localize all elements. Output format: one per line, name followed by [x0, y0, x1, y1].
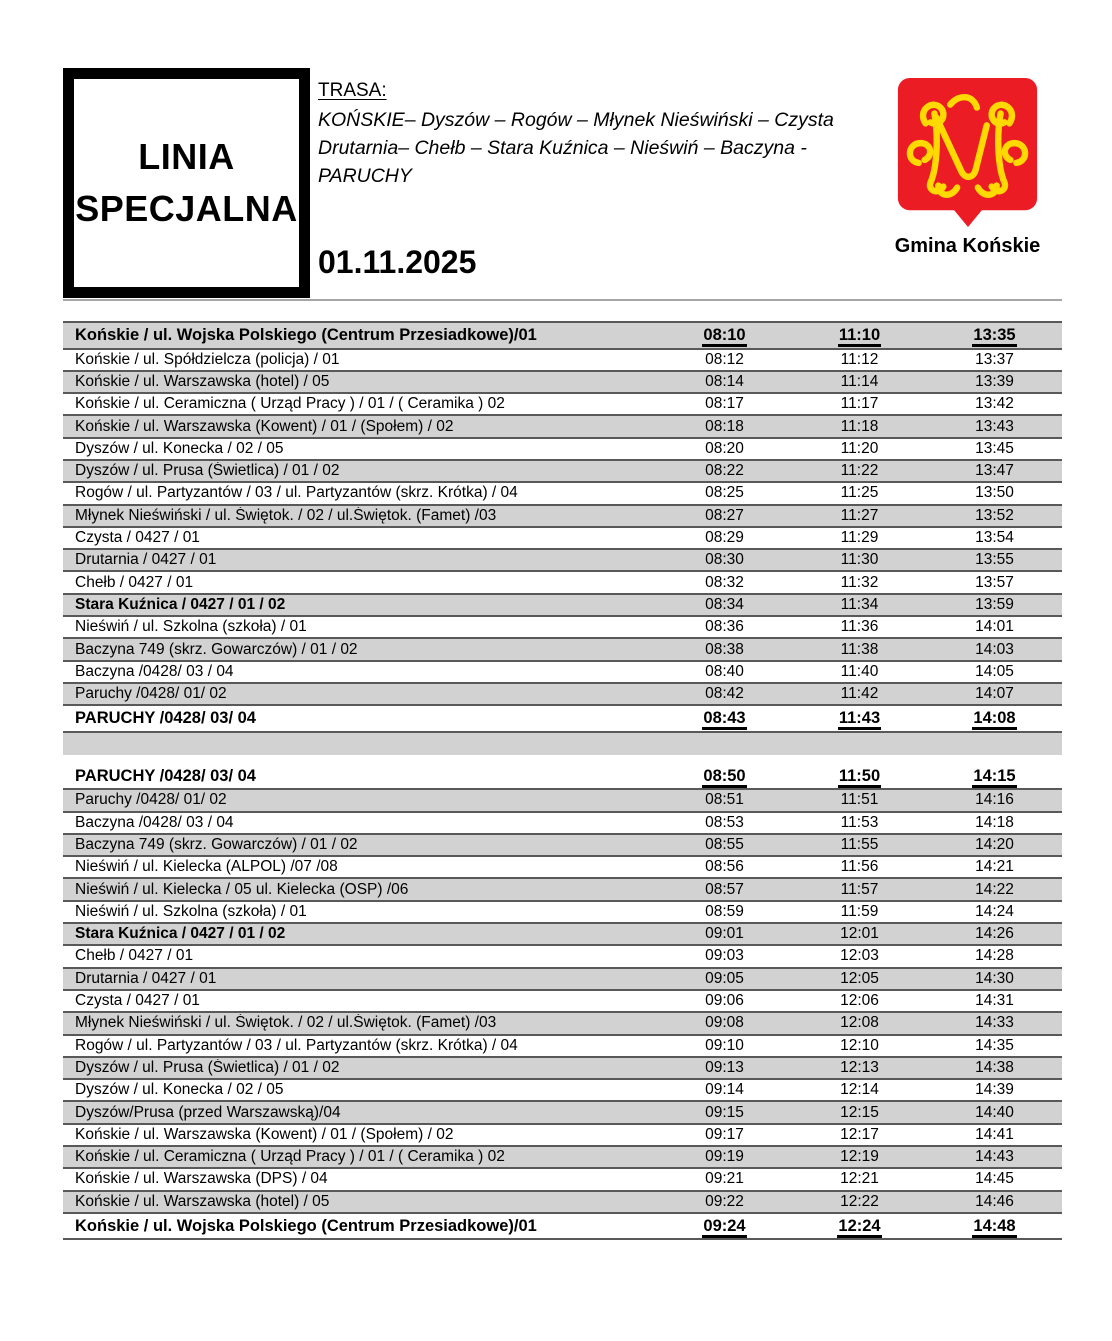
time-cell: 08:42 [705, 685, 744, 703]
stop-name: Końskie / ul. Warszawska (hotel) / 05 [75, 372, 330, 390]
time-cell: 12:03 [840, 947, 879, 965]
stop-name: PARUCHY /0428/ 03/ 04 [75, 709, 256, 727]
table-row [63, 946, 1062, 968]
time-cell: 12:08 [840, 1014, 879, 1032]
stop-name: Czysta / 0427 / 01 [75, 992, 200, 1010]
time-cell: 08:55 [705, 835, 744, 853]
time-cell: 11:29 [840, 529, 879, 547]
table-row [63, 1102, 1062, 1124]
logo-caption: Gmina Końskie [894, 235, 1041, 257]
time-cell: 11:32 [840, 573, 879, 591]
time-cell: 08:59 [705, 902, 744, 920]
route-line-1: KOŃSKIE– Dyszów – Rogów – Młynek Nieświński – Czysta [318, 109, 834, 131]
time-cell: 11:42 [840, 685, 879, 703]
section-spacer [63, 733, 1062, 755]
time-cell: 08:43 [657, 709, 792, 728]
time-cell: 08:57 [705, 880, 744, 898]
stop-name: Baczyna /0428/ 03 / 04 [75, 813, 234, 831]
time-cell: 11:34 [840, 595, 879, 613]
time-cell: 12:21 [840, 1170, 879, 1188]
table-row [63, 1214, 1062, 1241]
time-cell: 08:20 [705, 439, 744, 457]
table-row [63, 835, 1062, 857]
time-cell: 08:30 [705, 551, 744, 569]
stop-name: Rogów / ul. Partyzantów / 03 / ul. Partyzantów (skrz. Krótka) / 04 [75, 484, 518, 502]
line-name-box [63, 68, 310, 298]
time-cell: 14:46 [975, 1192, 1014, 1210]
gmina-konskie-crest-icon [895, 76, 1040, 229]
time-cell: 08:18 [705, 417, 744, 435]
time-cell: 11:36 [840, 618, 879, 636]
table-row [63, 857, 1062, 879]
stop-name: Stara Kuźnica / 0427 / 01 / 02 [75, 595, 286, 613]
table-row [63, 991, 1062, 1013]
line-name-word-2: SPECJALNA [75, 188, 298, 229]
table-row [63, 1169, 1062, 1191]
gmina-konskie-logo [885, 76, 1050, 258]
time-cell: 09:06 [705, 992, 744, 1010]
time-cell: 11:18 [840, 417, 879, 435]
stop-name: Młynek Nieświński / ul. Świętok. / 02 / ul.Świętok. (Famet) /03 [75, 506, 497, 524]
time-cell: 13:57 [975, 573, 1014, 591]
time-cell: 08:17 [705, 395, 744, 413]
stop-name: Nieświń / ul. Kielecka / 05 ul. Kielecka (OSP) /06 [75, 880, 409, 898]
stop-name: Stara Kuźnica / 0427 / 01 / 02 [75, 925, 286, 943]
stop-name: Nieświń / ul. Szkolna (szkoła) / 01 [75, 902, 307, 920]
time-cell: 12:15 [840, 1103, 879, 1121]
time-cell: 11:22 [840, 462, 879, 480]
table-row [63, 550, 1062, 572]
time-cell: 09:10 [705, 1036, 744, 1054]
time-cell: 13:54 [975, 529, 1014, 547]
stop-name: Czysta / 0427 / 01 [75, 529, 200, 547]
stop-name: Dyszów/Prusa (przed Warszawską)/04 [75, 1103, 341, 1121]
stop-name: Końskie / ul. Warszawska (hotel) / 05 [75, 1192, 330, 1210]
time-cell: 08:32 [705, 573, 744, 591]
time-cell: 11:38 [840, 640, 879, 658]
time-cell: 11:43 [792, 709, 927, 728]
time-cell: 11:53 [840, 813, 879, 831]
time-cell: 11:14 [840, 372, 879, 390]
table-row [63, 706, 1062, 733]
time-cell: 14:22 [975, 880, 1014, 898]
table-row [63, 617, 1062, 639]
time-cell: 12:10 [840, 1036, 879, 1054]
time-cell: 13:47 [975, 462, 1014, 480]
stop-name: PARUCHY /0428/ 03/ 04 [75, 766, 256, 785]
time-cell: 09:08 [705, 1014, 744, 1032]
stop-name: Końskie / ul. Wojska Polskiego (Centrum Przesiadkowe)/01 [75, 1216, 537, 1235]
time-cell: 14:07 [975, 685, 1014, 703]
table-row [63, 439, 1062, 461]
time-cell: 13:37 [975, 350, 1014, 368]
stop-name: Młynek Nieświński / ul. Świętok. / 02 / ul.Świętok. (Famet) /03 [75, 1014, 497, 1032]
time-cell: 14:26 [975, 925, 1014, 943]
header-divider [63, 299, 1062, 301]
time-cell: 11:56 [840, 858, 879, 876]
time-cell: 12:05 [840, 969, 879, 987]
table-row [63, 572, 1062, 594]
table-row [63, 662, 1062, 684]
time-cell: 09:13 [705, 1058, 744, 1076]
table-row [63, 372, 1062, 394]
stop-name: Końskie / ul. Spółdzielcza (policja) / 01 [75, 350, 340, 368]
table-row [63, 461, 1062, 483]
time-cell: 08:27 [705, 506, 744, 524]
stop-name: Baczyna 749 (skrz. Gowarczów) / 01 / 02 [75, 835, 358, 853]
table-row [63, 790, 1062, 812]
time-cell: 09:01 [705, 925, 744, 943]
time-cell: 14:41 [975, 1125, 1014, 1143]
stop-name: Końskie / ul. Warszawska (Kowent) / 01 / (Społem) / 02 [75, 417, 454, 435]
stop-name: Baczyna /0428/ 03 / 04 [75, 662, 234, 680]
table-row [63, 684, 1062, 706]
time-cell: 14:24 [975, 902, 1014, 920]
table-row [63, 416, 1062, 438]
table-row [63, 1080, 1062, 1102]
stop-name: Drutarnia / 0427 / 01 [75, 551, 217, 569]
time-cell: 14:01 [975, 618, 1014, 636]
time-cell: 12:06 [840, 992, 879, 1010]
time-cell: 13:35 [927, 326, 1062, 345]
time-cell: 12:17 [840, 1125, 879, 1143]
stop-name: Końskie / ul. Ceramiczna ( Urząd Pracy ) / 01 / ( Ceramika ) 02 [75, 395, 505, 413]
time-cell: 09:17 [705, 1125, 744, 1143]
time-cell: 11:27 [840, 506, 879, 524]
stop-name: Nieświń / ul. Kielecka (ALPOL) /07 /08 [75, 858, 338, 876]
time-cell: 14:15 [927, 767, 1062, 786]
table-row [63, 1058, 1062, 1080]
time-cell: 08:12 [705, 350, 744, 368]
time-cell: 08:29 [705, 529, 744, 547]
time-cell: 11:20 [840, 439, 879, 457]
stop-name: Chełb / 0427 / 01 [75, 573, 194, 591]
table-row [63, 595, 1062, 617]
time-cell: 14:38 [975, 1058, 1014, 1076]
time-cell: 14:28 [975, 947, 1014, 965]
table-row [63, 764, 1062, 791]
table-row [63, 813, 1062, 835]
time-cell: 08:40 [705, 662, 744, 680]
table-row [63, 1036, 1062, 1058]
route-description [318, 106, 888, 190]
timetable [63, 321, 1062, 1240]
stop-name: Paruchy /0428/ 01/ 02 [75, 791, 227, 809]
time-cell: 14:21 [975, 858, 1014, 876]
time-cell: 13:59 [975, 595, 1014, 613]
stop-name: Dyszów / ul. Konecka / 02 / 05 [75, 439, 284, 457]
line-name-word-1: LINIA [138, 135, 235, 177]
stop-name: Nieświń / ul. Szkolna (szkoła) / 01 [75, 618, 307, 636]
time-cell: 09:14 [705, 1081, 744, 1099]
time-cell: 11:10 [792, 326, 927, 345]
time-cell: 14:43 [975, 1148, 1014, 1166]
time-cell: 13:39 [975, 372, 1014, 390]
time-cell: 14:48 [927, 1217, 1062, 1236]
table-row [63, 1125, 1062, 1147]
time-cell: 11:12 [840, 350, 879, 368]
stop-name: Końskie / ul. Warszawska (Kowent) / 01 / (Społem) / 02 [75, 1125, 454, 1143]
table-row [63, 924, 1062, 946]
table-row [63, 1192, 1062, 1214]
stop-name: Chełb / 0427 / 01 [75, 947, 194, 965]
table-row [63, 528, 1062, 550]
stop-name: Dyszów / ul. Prusa (Świetlica) / 01 / 02 [75, 462, 340, 480]
table-row [63, 1013, 1062, 1035]
table-row [63, 483, 1062, 505]
time-cell: 14:18 [975, 813, 1014, 831]
time-cell: 08:22 [705, 462, 744, 480]
time-cell: 11:57 [840, 880, 879, 898]
table-row [63, 879, 1062, 901]
time-cell: 12:14 [840, 1081, 879, 1099]
time-cell: 11:17 [840, 395, 879, 413]
time-cell: 09:15 [705, 1103, 744, 1121]
time-cell: 08:14 [705, 372, 744, 390]
stop-name: Baczyna 749 (skrz. Gowarczów) / 01 / 02 [75, 640, 358, 658]
time-cell: 14:35 [975, 1036, 1014, 1054]
table-row [63, 394, 1062, 416]
route-label: TRASA: [318, 80, 387, 101]
route-line-3: PARUCHY [318, 165, 412, 187]
stop-name: Rogów / ul. Partyzantów / 03 / ul. Partyzantów (skrz. Krótka) / 04 [75, 1036, 518, 1054]
table-row [63, 902, 1062, 924]
time-cell: 08:56 [705, 858, 744, 876]
time-cell: 08:53 [705, 813, 744, 831]
stop-name: Drutarnia / 0427 / 01 [75, 969, 217, 987]
table-row [63, 323, 1062, 350]
time-cell: 14:40 [975, 1103, 1014, 1121]
table-row [63, 1147, 1062, 1169]
time-cell: 11:59 [840, 902, 879, 920]
time-cell: 08:34 [705, 595, 744, 613]
time-cell: 13:52 [975, 506, 1014, 524]
time-cell: 14:05 [975, 662, 1014, 680]
service-date: 01.11.2025 [318, 244, 477, 280]
timetable-section-return [63, 764, 1062, 1241]
table-row [63, 639, 1062, 661]
time-cell: 13:43 [975, 417, 1014, 435]
time-cell: 11:30 [840, 551, 879, 569]
time-cell: 14:03 [975, 640, 1014, 658]
time-cell: 13:50 [975, 484, 1014, 502]
time-cell: 14:20 [975, 835, 1014, 853]
stop-name: Końskie / ul. Wojska Polskiego (Centrum Przesiadkowe)/01 [75, 325, 537, 344]
time-cell: 11:25 [840, 484, 879, 502]
time-cell: 11:40 [840, 662, 879, 680]
time-cell: 09:03 [705, 947, 744, 965]
time-cell: 14:31 [975, 992, 1014, 1010]
time-cell: 09:19 [705, 1148, 744, 1166]
time-cell: 14:33 [975, 1014, 1014, 1032]
time-cell: 09:24 [657, 1217, 792, 1236]
time-cell: 08:50 [657, 767, 792, 786]
stop-name: Dyszów / ul. Konecka / 02 / 05 [75, 1081, 284, 1099]
stop-name: Paruchy /0428/ 01/ 02 [75, 685, 227, 703]
time-cell: 08:10 [657, 326, 792, 345]
table-row [63, 969, 1062, 991]
time-cell: 14:39 [975, 1081, 1014, 1099]
time-cell: 13:55 [975, 551, 1014, 569]
time-cell: 09:22 [705, 1192, 744, 1210]
time-cell: 11:55 [840, 835, 879, 853]
time-cell: 14:16 [975, 791, 1014, 809]
table-row [63, 350, 1062, 372]
time-cell: 14:08 [927, 709, 1062, 728]
time-cell: 12:22 [840, 1192, 879, 1210]
timetable-section-outbound [63, 321, 1062, 733]
time-cell: 12:19 [840, 1148, 879, 1166]
route-line-2: Drutarnia– Chełb – Stara Kuźnica – Nieświń – Baczyna - [318, 137, 807, 159]
time-cell: 08:38 [705, 640, 744, 658]
time-cell: 09:21 [705, 1170, 744, 1188]
time-cell: 13:42 [975, 395, 1014, 413]
time-cell: 12:01 [840, 925, 879, 943]
time-cell: 08:51 [705, 791, 744, 809]
time-cell: 12:24 [792, 1217, 927, 1236]
time-cell: 08:36 [705, 618, 744, 636]
time-cell: 14:30 [975, 969, 1014, 987]
time-cell: 13:45 [975, 439, 1014, 457]
time-cell: 11:50 [792, 767, 927, 786]
time-cell: 11:51 [840, 791, 879, 809]
time-cell: 14:45 [975, 1170, 1014, 1188]
time-cell: 12:13 [840, 1058, 879, 1076]
stop-name: Dyszów / ul. Prusa (Świetlica) / 01 / 02 [75, 1058, 340, 1076]
stop-name: Końskie / ul. Warszawska (DPS) / 04 [75, 1170, 328, 1188]
time-cell: 08:25 [705, 484, 744, 502]
stop-name: Końskie / ul. Ceramiczna ( Urząd Pracy ) / 01 / ( Ceramika ) 02 [75, 1148, 505, 1166]
time-cell: 09:05 [705, 969, 744, 987]
table-row [63, 506, 1062, 528]
